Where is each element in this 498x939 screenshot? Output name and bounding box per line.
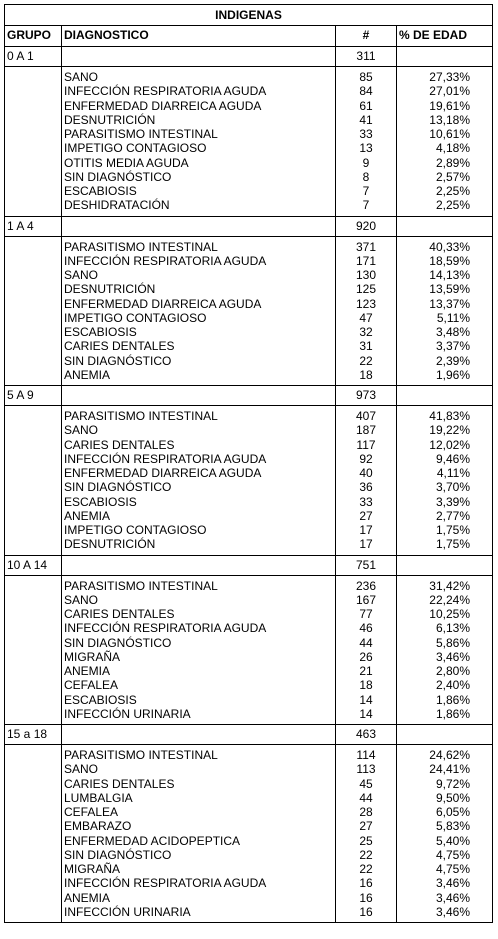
diagnosis-count: 18 — [359, 367, 373, 382]
age-group-row — [5, 47, 493, 67]
diagnosis-count: 22 — [359, 862, 373, 876]
diagnosis-percentage: 41,83% — [429, 409, 470, 423]
diagnosis-name: CEFALEA — [64, 678, 119, 693]
diagnosis-count: 113 — [356, 762, 376, 777]
diagnosis-percentage: 2,89% — [435, 155, 470, 170]
age-group-pct-spacer — [397, 216, 493, 236]
diagnosis-percentage: 1,86% — [435, 692, 470, 707]
diagnosis-count: 236 — [355, 578, 377, 593]
diagnosis-percentage: 12,02% — [429, 437, 470, 452]
diagnosis-name: DESNUTRICIÓN — [64, 112, 156, 127]
diagnosis-name: DESHIDRATACIÓN — [64, 198, 170, 213]
diagnosis-count: 187 — [355, 423, 377, 438]
diagnosis-table — [4, 4, 493, 923]
diagnosis-name: ANEMIA — [64, 367, 111, 382]
diagnosis-name: ESCABIOSIS — [64, 494, 137, 509]
diagnosis-name: LUMBALGIA — [64, 790, 133, 805]
diagnosis-percentage: 5,11% — [436, 310, 470, 325]
table-title: INDIGENAS — [5, 5, 493, 26]
diagnosis-percentage: 6,05% — [435, 805, 470, 819]
diagnosis-list — [62, 67, 336, 217]
diagnosis-count: 407 — [355, 409, 377, 423]
diagnosis-percentage: 9,50% — [435, 790, 470, 805]
diagnosis-count: 114 — [356, 748, 376, 762]
diagnosis-percentage: 5,86% — [435, 635, 470, 650]
diagnosis-name: INFECCIÓN RESPIRATORIA AGUDA — [64, 621, 267, 636]
diagnosis-list — [62, 745, 336, 923]
block-group-spacer — [5, 67, 62, 217]
count-list — [336, 67, 397, 217]
diagnosis-count: 18 — [359, 678, 373, 693]
diagnosis-count: 27 — [359, 819, 373, 834]
diagnosis-percentage: 5,40% — [435, 833, 470, 848]
diagnosis-count: 171 — [355, 253, 377, 268]
diagnosis-percentage: 14,13% — [429, 268, 470, 282]
block-group-spacer — [5, 575, 62, 725]
diagnosis-name: OTITIS MEDIA AGUDA — [64, 155, 189, 170]
diagnosis-name: CARIES DENTALES — [64, 607, 175, 621]
diagnosis-percentage: 2,25% — [435, 198, 470, 213]
diagnosis-name: SANO — [64, 423, 99, 438]
diagnosis-name: ENFERMEDAD DIARREICA AGUDA — [64, 466, 262, 480]
diagnosis-name: ANEMIA — [64, 508, 111, 523]
diagnosis-name: ESCABIOSIS — [64, 325, 137, 339]
age-group-label: 5 A 9 — [5, 386, 62, 406]
diagnosis-count: 31 — [359, 339, 373, 354]
diagnosis-name: ANEMIA — [64, 664, 111, 678]
diagnosis-name: ESCABIOSIS — [64, 184, 137, 198]
count-list — [336, 236, 397, 386]
age-group-spacer — [62, 725, 336, 745]
diagnosis-percentage: 4,18% — [435, 141, 470, 156]
percentage-list — [397, 236, 493, 386]
diagnosis-percentage: 4,11% — [436, 466, 470, 480]
percentage-list — [397, 745, 493, 923]
diagnosis-name: EMBARAZO — [64, 819, 132, 834]
table-title-row — [5, 5, 493, 26]
diagnosis-percentage: 10,61% — [429, 127, 470, 141]
diagnosis-percentage: 1,86% — [435, 706, 470, 721]
diagnosis-count: 27 — [359, 508, 373, 523]
diagnosis-name: PARASITISMO INTESTINAL — [64, 409, 218, 423]
diagnosis-percentage: 19,61% — [429, 98, 470, 113]
diagnosis-count: 16 — [359, 904, 373, 919]
diagnosis-count: 92 — [359, 451, 373, 466]
diagnosis-percentage: 6,13% — [435, 621, 470, 636]
diagnosis-count: 33 — [359, 494, 373, 509]
header-diagnosis: DIAGNOSTICO — [62, 26, 336, 47]
diagnosis-percentage: 27,33% — [429, 70, 470, 84]
diagnosis-name: IMPETIGO CONTAGIOSO — [64, 141, 207, 156]
diagnosis-percentage: 3,48% — [435, 325, 470, 339]
diagnosis-name: ENFERMEDAD DIARREICA AGUDA — [64, 296, 262, 311]
age-group-pct-spacer — [397, 555, 493, 575]
diagnosis-list — [62, 575, 336, 725]
age-group-total: 463 — [336, 725, 397, 745]
diagnosis-name: ESCABIOSIS — [64, 692, 137, 707]
diagnosis-count: 13 — [359, 141, 373, 156]
diagnosis-name: CARIES DENTALES — [64, 339, 175, 354]
age-group-row — [5, 555, 493, 575]
diagnosis-percentage: 2,39% — [435, 353, 470, 368]
count-list — [336, 406, 397, 556]
diagnosis-percentage: 18,59% — [429, 253, 470, 268]
diagnosis-percentage: 10,25% — [429, 607, 470, 621]
age-group-row — [5, 386, 493, 406]
diagnosis-count: 22 — [359, 353, 373, 368]
diagnosis-percentage: 9,72% — [435, 776, 470, 791]
percentage-list — [397, 67, 493, 217]
age-group-pct-spacer — [397, 386, 493, 406]
age-group-label: 1 A 4 — [5, 216, 62, 236]
diagnosis-name: SIN DIAGNÓSTICO — [64, 169, 172, 184]
diagnosis-count: 17 — [359, 537, 373, 552]
diagnosis-count: 28 — [359, 805, 373, 819]
diagnosis-name: SANO — [64, 268, 99, 282]
diagnosis-percentage: 13,37% — [429, 296, 470, 311]
diagnosis-count: 25 — [359, 833, 373, 848]
diagnosis-percentage: 31,42% — [429, 578, 470, 593]
diagnosis-count: 41 — [359, 112, 373, 127]
diagnosis-count: 14 — [359, 692, 373, 707]
diagnosis-name: IMPETIGO CONTAGIOSO — [64, 310, 207, 325]
diagnosis-count: 167 — [355, 592, 377, 607]
diagnosis-count: 61 — [359, 98, 373, 113]
diagnosis-name: SANO — [64, 70, 99, 84]
diagnosis-name: PARASITISMO INTESTINAL — [64, 748, 218, 762]
diagnosis-name: MIGRAÑA — [64, 649, 121, 664]
diagnosis-percentage: 1,96% — [435, 367, 470, 382]
diagnosis-name: PARASITISMO INTESTINAL — [64, 127, 218, 141]
count-list — [336, 745, 397, 923]
diagnosis-count: 22 — [359, 847, 373, 862]
diagnosis-name: CARIES DENTALES — [64, 776, 175, 791]
diagnosis-name: INFECCIÓN RESPIRATORIA AGUDA — [64, 451, 267, 466]
diagnosis-count: 33 — [359, 127, 373, 141]
diagnosis-percentage: 2,57% — [435, 169, 470, 184]
diagnosis-count: 45 — [359, 776, 373, 791]
header-count: # — [336, 26, 397, 47]
diagnosis-percentage: 13,18% — [429, 112, 470, 127]
diagnosis-block-row — [5, 575, 493, 725]
diagnosis-percentage: 5,83% — [435, 819, 470, 834]
diagnosis-list — [62, 236, 336, 386]
diagnosis-name: ENFERMEDAD ACIDOPEPTICA — [64, 833, 241, 848]
diagnosis-name: SIN DIAGNÓSTICO — [64, 480, 172, 495]
diagnosis-percentage: 24,62% — [429, 748, 470, 762]
count-list — [336, 575, 397, 725]
percentage-list — [397, 406, 493, 556]
header-group: GRUPO — [5, 26, 62, 47]
diagnosis-count: 84 — [359, 84, 373, 99]
diagnosis-name: DESNUTRICIÓN — [64, 282, 156, 297]
diagnosis-count: 46 — [359, 621, 373, 636]
diagnosis-block-row — [5, 745, 493, 923]
diagnosis-name: SIN DIAGNÓSTICO — [64, 635, 172, 650]
percentage-list — [397, 575, 493, 725]
diagnosis-name: PARASITISMO INTESTINAL — [64, 239, 218, 254]
diagnosis-block-row — [5, 67, 493, 217]
age-group-spacer — [62, 47, 336, 67]
diagnosis-percentage: 27,01% — [429, 84, 470, 99]
age-group-label: 10 A 14 — [5, 555, 62, 575]
diagnosis-percentage: 4,75% — [435, 847, 470, 862]
diagnosis-count: 36 — [359, 480, 373, 495]
diagnosis-count: 16 — [359, 876, 373, 891]
diagnosis-percentage: 4,75% — [435, 862, 470, 876]
diagnosis-list — [62, 406, 336, 556]
diagnosis-percentage: 3,46% — [435, 876, 470, 891]
diagnosis-name: INFECCIÓN RESPIRATORIA AGUDA — [64, 876, 267, 891]
diagnosis-percentage: 3,70% — [435, 480, 470, 495]
diagnosis-count: 130 — [355, 268, 377, 282]
diagnosis-count: 44 — [359, 790, 373, 805]
diagnosis-percentage: 9,46% — [435, 451, 470, 466]
diagnosis-count: 123 — [355, 296, 377, 311]
diagnosis-percentage: 2,40% — [435, 678, 470, 693]
block-group-spacer — [5, 236, 62, 386]
diagnosis-name: CARIES DENTALES — [64, 437, 175, 452]
diagnosis-count: 16 — [359, 890, 373, 905]
age-group-total: 751 — [336, 555, 397, 575]
diagnosis-count: 32 — [359, 325, 373, 339]
age-group-total: 920 — [336, 216, 397, 236]
age-group-spacer — [62, 555, 336, 575]
diagnosis-count: 9 — [362, 155, 370, 170]
diagnosis-percentage: 3,46% — [435, 649, 470, 664]
diagnosis-count: 14 — [359, 706, 373, 721]
diagnosis-name: SANO — [64, 592, 99, 607]
diagnosis-name: ENFERMEDAD DIARREICA AGUDA — [64, 98, 262, 113]
diagnosis-percentage: 2,80% — [435, 664, 470, 678]
diagnosis-percentage: 40,33% — [429, 239, 470, 254]
diagnosis-table-body — [5, 5, 493, 923]
diagnosis-percentage: 19,22% — [429, 423, 470, 438]
diagnosis-count: 7 — [362, 184, 370, 198]
age-group-label: 15 a 18 — [5, 725, 62, 745]
table-header-row — [5, 26, 493, 47]
diagnosis-name: INFECCIÓN URINARIA — [64, 904, 191, 919]
diagnosis-count: 125 — [355, 282, 377, 297]
diagnosis-count: 17 — [359, 523, 373, 537]
diagnosis-percentage: 1,75% — [435, 523, 470, 537]
diagnosis-percentage: 13,59% — [429, 282, 470, 297]
diagnosis-count: 40 — [359, 466, 373, 480]
diagnosis-count: 77 — [359, 607, 373, 621]
age-group-label: 0 A 1 — [5, 47, 62, 67]
diagnosis-block-row — [5, 236, 493, 386]
diagnosis-name: CEFALEA — [64, 805, 119, 819]
diagnosis-count: 85 — [359, 70, 373, 84]
diagnosis-percentage: 3,46% — [435, 890, 470, 905]
diagnosis-percentage: 3,46% — [435, 904, 470, 919]
age-group-total: 973 — [336, 386, 397, 406]
diagnosis-name: SIN DIAGNÓSTICO — [64, 847, 172, 862]
diagnosis-name: INFECCIÓN RESPIRATORIA AGUDA — [64, 253, 267, 268]
age-group-row — [5, 725, 493, 745]
header-pct: % DE EDAD — [397, 26, 493, 47]
diagnosis-percentage: 2,25% — [435, 184, 470, 198]
diagnosis-count: 26 — [359, 649, 373, 664]
diagnosis-name: MIGRAÑA — [64, 862, 121, 876]
diagnosis-count: 44 — [359, 635, 373, 650]
diagnosis-name: INFECCIÓN URINARIA — [64, 706, 191, 721]
age-group-pct-spacer — [397, 47, 493, 67]
diagnosis-percentage: 22,24% — [429, 592, 470, 607]
diagnosis-count: 47 — [359, 310, 373, 325]
diagnosis-name: DESNUTRICIÓN — [64, 537, 156, 552]
age-group-spacer — [62, 386, 336, 406]
diagnosis-percentage: 3,39% — [435, 494, 470, 509]
diagnosis-name: SIN DIAGNÓSTICO — [64, 353, 172, 368]
diagnosis-name: ANEMIA — [64, 890, 111, 905]
diagnosis-percentage: 3,37% — [435, 339, 470, 354]
diagnosis-name: INFECCIÓN RESPIRATORIA AGUDA — [64, 84, 267, 99]
diagnosis-percentage: 2,77% — [435, 508, 470, 523]
block-group-spacer — [5, 745, 62, 923]
diagnosis-name: PARASITISMO INTESTINAL — [64, 578, 218, 593]
age-group-spacer — [62, 216, 336, 236]
diagnosis-block-row — [5, 406, 493, 556]
age-group-total: 311 — [336, 47, 397, 67]
diagnosis-percentage: 24,41% — [429, 762, 470, 777]
diagnosis-count: 8 — [362, 169, 370, 184]
diagnosis-count: 21 — [359, 664, 373, 678]
diagnosis-table-sheet — [4, 4, 492, 923]
age-group-row — [5, 216, 493, 236]
block-group-spacer — [5, 406, 62, 556]
diagnosis-percentage: 1,75% — [435, 537, 470, 552]
diagnosis-name: IMPETIGO CONTAGIOSO — [64, 523, 207, 537]
diagnosis-count: 7 — [362, 198, 370, 213]
diagnosis-count: 117 — [356, 437, 376, 452]
age-group-pct-spacer — [397, 725, 493, 745]
diagnosis-name: SANO — [64, 762, 99, 777]
diagnosis-count: 371 — [355, 239, 377, 254]
